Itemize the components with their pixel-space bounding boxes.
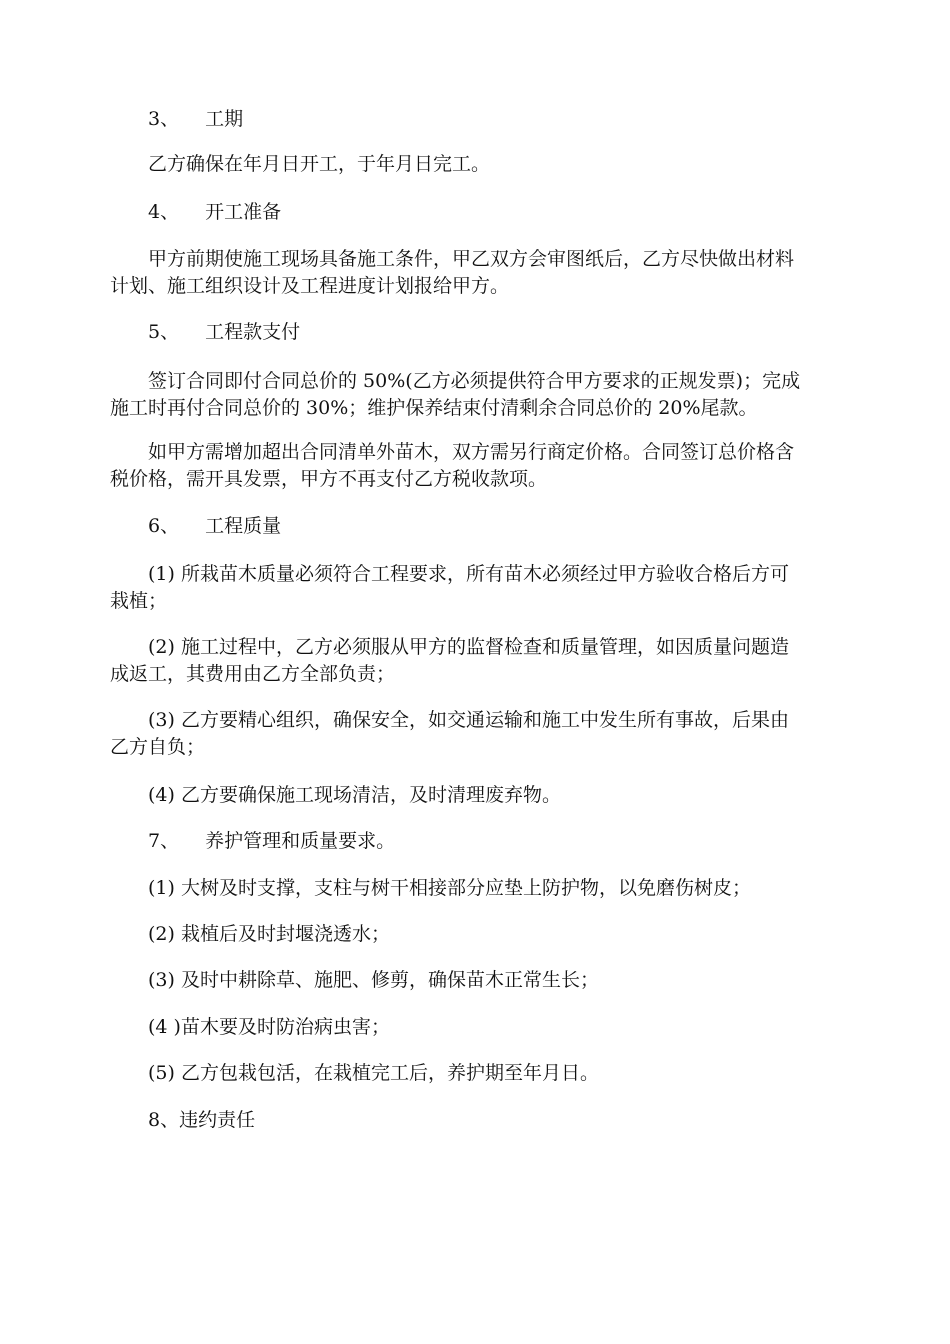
paragraph-line: 签订合同即付合同总价的 50%(乙方必须提供符合甲方要求的正规发票)；完成: [148, 370, 801, 392]
section-heading-8: 8、违约责任: [148, 1109, 256, 1131]
paragraph-line: 税价格，需开具发票，甲方不再支付乙方税收款项。: [110, 468, 548, 490]
paragraph-line: 施工时再付合同总价的 30%；维护保养结束付清剩余合同总价的 20%尾款。: [110, 397, 758, 419]
section-number: 5、: [148, 321, 180, 343]
section-number: 7、: [148, 830, 180, 852]
list-item-line: 乙方自负；: [110, 736, 206, 758]
list-item: (4 )苗木要及时防治病虫害；: [148, 1016, 390, 1038]
list-item-line: (1) 所栽苗木质量必须符合工程要求，所有苗木必须经过甲方验收合格后方可: [148, 563, 789, 585]
section-heading-7: [110, 828, 883, 855]
section-heading-3: [110, 106, 883, 133]
list-item: (3) 及时中耕除草、施肥、修剪，确保苗木正常生长；: [148, 969, 599, 991]
paragraph-line: 甲方前期使施工现场具备施工条件，甲乙双方会审图纸后，乙方尽快做出材料: [148, 248, 795, 270]
list-item: (4) 乙方要确保施工现场清洁，及时清理废弃物。: [148, 784, 561, 806]
section-title: 养护管理和质量要求。: [205, 830, 396, 852]
section-title: 工程质量: [205, 515, 282, 537]
section-heading-4: [110, 199, 883, 226]
list-item: (2) 栽植后及时封堰浇透水；: [148, 923, 390, 945]
paragraph: 乙方确保在年月日开工，于年月日完工。: [148, 153, 491, 175]
list-item: (5) 乙方包栽包活，在栽植完工后，养护期至年月日。: [148, 1062, 599, 1084]
section-number: 4、: [148, 201, 180, 223]
paragraph-line: 计划、施工组织设计及工程进度计划报给甲方。: [110, 275, 510, 297]
section-number: 6、: [148, 515, 180, 537]
section-heading-6: [110, 513, 883, 540]
section-title: 开工准备: [205, 201, 282, 223]
paragraph-line: 如甲方需增加超出合同清单外苗木，双方需另行商定价格。合同签订总价格含: [148, 441, 795, 463]
list-item-line: 栽植；: [110, 590, 168, 612]
list-item-line: (2) 施工过程中，乙方必须服从甲方的监督检查和质量管理，如因质量问题造: [148, 636, 789, 658]
section-title: 工期: [205, 108, 244, 130]
list-item: (1) 大树及时支撑，支柱与树干相接部分应垫上防护物，以免磨伤树皮；: [148, 877, 751, 899]
list-item-line: (3) 乙方要精心组织，确保安全，如交通运输和施工中发生所有事故，后果由: [148, 709, 789, 731]
section-heading-5: [110, 319, 883, 346]
list-item-line: 成返工，其费用由乙方全部负责；: [110, 663, 396, 685]
section-number: 3、: [148, 108, 180, 130]
section-title: 工程款支付: [205, 321, 301, 343]
